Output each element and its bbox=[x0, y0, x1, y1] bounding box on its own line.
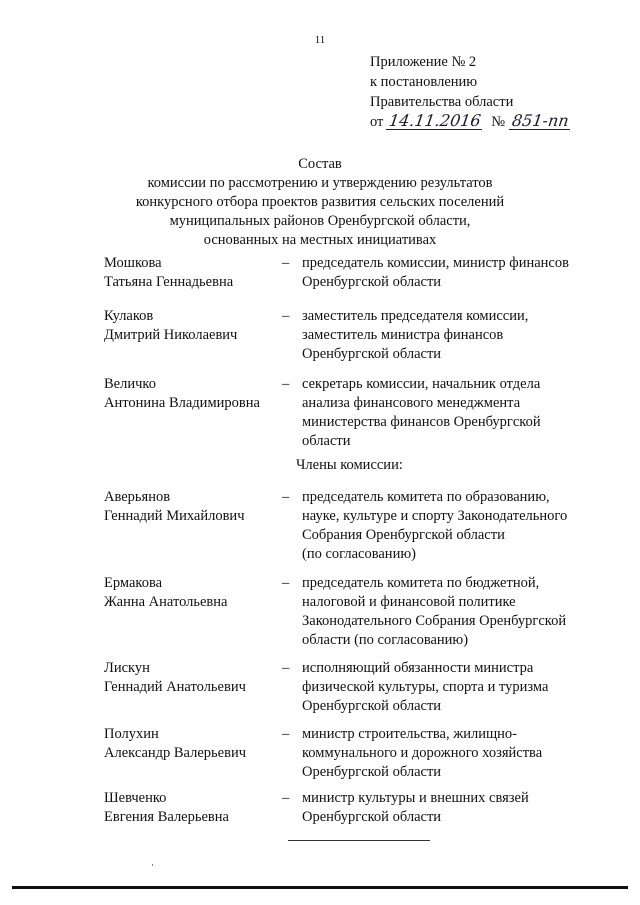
member-role bbox=[302, 725, 592, 782]
member-dash: – bbox=[282, 790, 290, 806]
title-line: основанных на местных инициативах bbox=[203, 232, 437, 248]
member-role-line: (по согласованию) bbox=[302, 546, 416, 562]
page-number: 11 bbox=[314, 34, 326, 46]
member-name bbox=[104, 254, 274, 292]
member-role-line: председатель комитета по образованию, bbox=[302, 489, 550, 505]
member-surname: Шевченко bbox=[104, 790, 167, 806]
member-dash: – bbox=[282, 660, 290, 676]
appendix-title: Приложение № 2 bbox=[370, 54, 477, 70]
member-given-names: Геннадий Михайлович bbox=[104, 508, 245, 524]
member-surname: Лискун bbox=[104, 660, 150, 676]
member-role-line: министр культуры и внешних связей bbox=[302, 790, 529, 806]
member-role-line: анализа финансового менеджмента bbox=[302, 395, 521, 411]
member-name bbox=[104, 725, 274, 763]
member-role bbox=[302, 254, 592, 292]
appendix-issuer: Правительства области bbox=[370, 94, 514, 110]
member-dash: – bbox=[282, 308, 290, 324]
member-role-line: физической культуры, спорта и туризма bbox=[302, 679, 549, 695]
document-title bbox=[0, 155, 640, 250]
member-given-names: Дмитрий Николаевич bbox=[104, 327, 238, 343]
member-role-line: министерства финансов Оренбургской bbox=[302, 414, 541, 430]
member-given-names: Антонина Владимировна bbox=[104, 395, 260, 411]
member-name bbox=[104, 307, 274, 345]
member-role bbox=[302, 659, 592, 716]
handwritten-date: 14.11.2016 bbox=[387, 111, 483, 130]
member-role-line: Собрания Оренбургской области bbox=[302, 527, 505, 543]
number-label: № bbox=[491, 114, 506, 130]
title-line: Состав bbox=[298, 156, 342, 172]
member-role-line: председатель комитета по бюджетной, bbox=[302, 575, 540, 591]
member-role bbox=[302, 375, 592, 451]
title-line: конкурсного отбора проектов развития сельских поселений bbox=[135, 194, 505, 210]
member-role-line: коммунального и дорожного хозяйства bbox=[302, 745, 543, 761]
member-role bbox=[302, 789, 592, 827]
member-role-line: Оренбургской области bbox=[302, 809, 442, 825]
member-dash: – bbox=[282, 255, 290, 271]
handwritten-number: 851-пп bbox=[510, 111, 571, 130]
member-role-line: Оренбургской области bbox=[302, 764, 442, 780]
member-surname: Кулаков bbox=[104, 308, 154, 324]
member-role-line: Законодательного Собрания Оренбургской bbox=[302, 613, 567, 629]
member-name bbox=[104, 375, 274, 413]
member-role-line: министр строительства, жилищно- bbox=[302, 726, 518, 742]
member-role-line: науке, культуре и спорту Законодательного bbox=[302, 508, 568, 524]
appendix-header bbox=[370, 52, 571, 132]
member-name bbox=[104, 659, 274, 697]
member-role bbox=[302, 307, 592, 364]
appendix-date-number bbox=[370, 112, 571, 132]
member-name bbox=[104, 488, 274, 526]
member-surname: Ермакова bbox=[104, 575, 163, 591]
member-role-line: области bbox=[302, 433, 351, 449]
member-given-names: Жанна Анатольевна bbox=[104, 594, 228, 610]
member-dash: – bbox=[282, 489, 290, 505]
member-dash: – bbox=[282, 726, 290, 742]
appendix-subtitle: к постановлению bbox=[370, 74, 478, 90]
member-name bbox=[104, 574, 274, 612]
member-role-line: Оренбургской области bbox=[302, 274, 442, 290]
member-surname: Полухин bbox=[104, 726, 159, 742]
member-role bbox=[302, 574, 592, 650]
bottom-border bbox=[12, 886, 628, 889]
scan-speck bbox=[152, 864, 153, 866]
end-rule bbox=[288, 840, 430, 841]
member-given-names: Александр Валерьевич bbox=[104, 745, 246, 761]
member-role-line: налоговой и финансовой политике bbox=[302, 594, 516, 610]
member-dash: – bbox=[282, 376, 290, 392]
member-dash: – bbox=[282, 575, 290, 591]
member-role-line: области (по согласованию) bbox=[302, 632, 469, 648]
member-name bbox=[104, 789, 274, 827]
title-line: муниципальных районов Оренбургской области, bbox=[169, 213, 471, 229]
member-given-names: Татьяна Геннадьевна bbox=[104, 274, 234, 290]
member-role-line: Оренбургской области bbox=[302, 698, 442, 714]
member-role-line: заместитель министра финансов bbox=[302, 327, 504, 343]
member-role bbox=[302, 488, 592, 564]
member-role-line: секретарь комиссии, начальник отдела bbox=[302, 376, 541, 392]
member-surname: Аверьянов bbox=[104, 489, 171, 505]
member-given-names: Евгения Валерьевна bbox=[104, 809, 229, 825]
member-role-line: заместитель председателя комиссии, bbox=[302, 308, 529, 324]
title-line: комиссии по рассмотрению и утверждению результатов bbox=[147, 175, 493, 191]
member-surname: Величко bbox=[104, 376, 156, 392]
member-role-line: Оренбургской области bbox=[302, 346, 442, 362]
member-role-line: председатель комиссии, министр финансов bbox=[302, 255, 569, 271]
member-given-names: Геннадий Анатольевич bbox=[104, 679, 246, 695]
from-label: от bbox=[370, 114, 384, 130]
member-role-line: исполняющий обязанности министра bbox=[302, 660, 534, 676]
members-heading: Члены комиссии: bbox=[296, 457, 403, 473]
member-surname: Мошкова bbox=[104, 255, 162, 271]
